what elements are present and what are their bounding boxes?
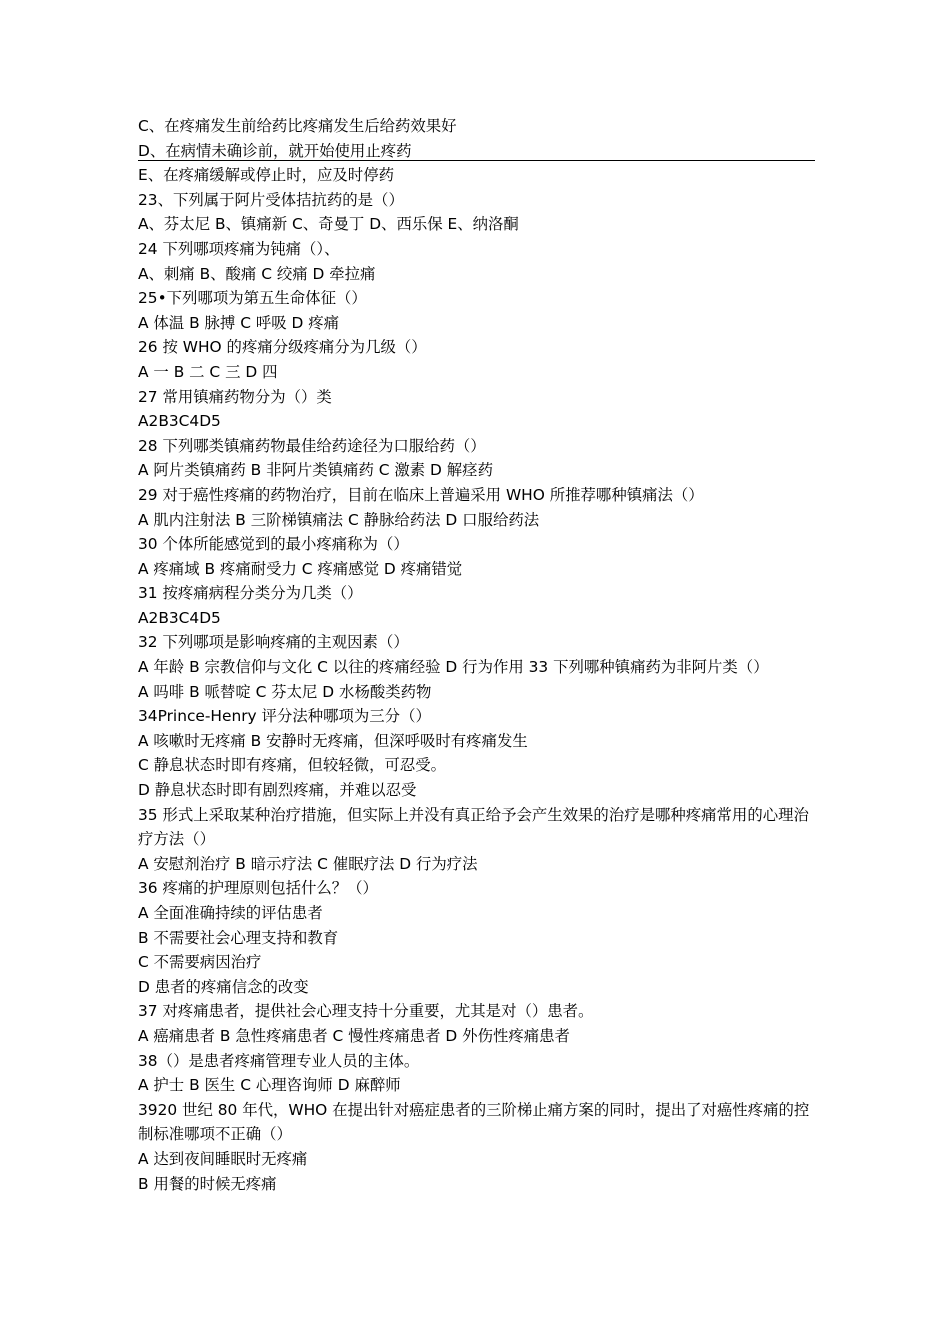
option-34-c: C 静息状态时即有疼痛，但较轻微，可忍受。 (138, 756, 447, 775)
question-25: 25•下列哪项为第五生命体征（） (138, 289, 367, 308)
question-29: 29 对于癌性疼痛的药物治疗，目前在临床上普遍采用 WHO 所推荐哪种镇痛法（） (138, 485, 704, 504)
options-30: A 疼痛域 B 疼痛耐受力 C 疼痛感觉 D 疼痛错觉 (138, 559, 463, 578)
question-26: 26 按 WHO 的疼痛分级疼痛分为几级（） (138, 338, 427, 357)
option-34-ab: A 咳嗽时无疼痛 B 安静时无疼痛，但深呼吸时有疼痛发生 (138, 731, 528, 750)
question-39: 3920 世纪 80 年代，WHO 在提出针对癌症患者的三阶梯止痛方案的同时，提出了对癌性疼痛的控制标准哪项不正确（） (138, 1100, 810, 1144)
options-27: A2B3C4D5 (138, 412, 221, 431)
document-body (138, 114, 818, 1196)
question-28: 28 下列哪类镇痛药物最佳给药途径为口服给药（） (138, 436, 486, 455)
options-28: A 阿片类镇痛药 B 非阿片类镇痛药 C 激素 D 解痉药 (138, 461, 493, 480)
option-39-b: B 用餐的时候无疼痛 (138, 1174, 277, 1193)
options-38: A 护士 B 医生 C 心理咨询师 D 麻醉师 (138, 1076, 401, 1095)
option-36-b: B 不需要社会心理支持和教育 (138, 928, 339, 947)
question-24: 24 下列哪项疼痛为钝痛（）、 (138, 239, 340, 258)
options-25: A 体温 B 脉搏 C 呼吸 D 疼痛 (138, 313, 340, 332)
text-line: E、在疼痛缓解或停止时，应及时停药 (138, 166, 394, 185)
option-39-a: A 达到夜间睡眠时无疼痛 (138, 1149, 308, 1168)
options-32-question-33: A 年龄 B 宗教信仰与文化 C 以往的疼痛经验 D 行为作用 33 下列哪种镇痛药为非阿片类（） (138, 658, 769, 677)
option-36-c: C 不需要病因治疗 (138, 953, 262, 972)
options-31: A2B3C4D5 (138, 608, 221, 627)
options-33: A 吗啡 B 哌替啶 C 芬太尼 D 水杨酸类药物 (138, 682, 432, 701)
options-23: A、芬太尼 B、镇痛新 C、奇曼丁 D、西乐保 E、纳洛酮 (138, 215, 519, 234)
question-27: 27 常用镇痛药物分为（）类 (138, 387, 332, 406)
text-line: D、在病情未确诊前，就开始使用止疼药 (138, 141, 412, 160)
question-32: 32 下列哪项是影响疼痛的主观因素（） (138, 633, 409, 652)
question-38: 38（）是患者疼痛管理专业人员的主体。 (138, 1051, 420, 1070)
option-36-a: A 全面准确持续的评估患者 (138, 904, 323, 922)
question-37: 37 对疼痛患者，提供社会心理支持十分重要，尤其是对（）患者。 (138, 1002, 594, 1021)
question-30: 30 个体所能感觉到的最小疼痛称为（） (138, 535, 409, 554)
options-29: A 肌内注射法 B 三阶梯镇痛法 C 静脉给药法 D 口服给药法 (138, 510, 540, 529)
option-36-d: D 患者的疼痛信念的改变 (138, 977, 309, 996)
question-31: 31 按疼痛病程分类分为几类（） (138, 584, 363, 603)
question-35: 35 形式上采取某种治疗措施，但实际上并没有真正给予会产生效果的治疗是哪种疼痛常用的心理治疗方法（） (138, 805, 809, 849)
option-34-d: D 静息状态时即有剧烈疼痛，并难以忍受 (138, 781, 417, 800)
options-35: A 安慰剂治疗 B 暗示疗法 C 催眠疗法 D 行为疗法 (138, 854, 478, 873)
options-24: A、刺痛 B、酸痛 C 绞痛 D 牵拉痛 (138, 264, 376, 283)
options-26: A 一 B 二 C 三 D 四 (138, 362, 278, 381)
question-36: 36 疼痛的护理原则包括什么？（） (138, 879, 378, 898)
question-34: 34Prince-Henry 评分法种哪项为三分（） (138, 707, 431, 726)
text-line: C、在疼痛发生前给药比疼痛发生后给药效果好 (138, 117, 457, 135)
options-37: A 癌痛患者 B 急性疼痛患者 C 慢性疼痛患者 D 外伤性疼痛患者 (138, 1026, 570, 1045)
question-23: 23、下列属于阿片受体拮抗药的是（） (138, 190, 404, 209)
